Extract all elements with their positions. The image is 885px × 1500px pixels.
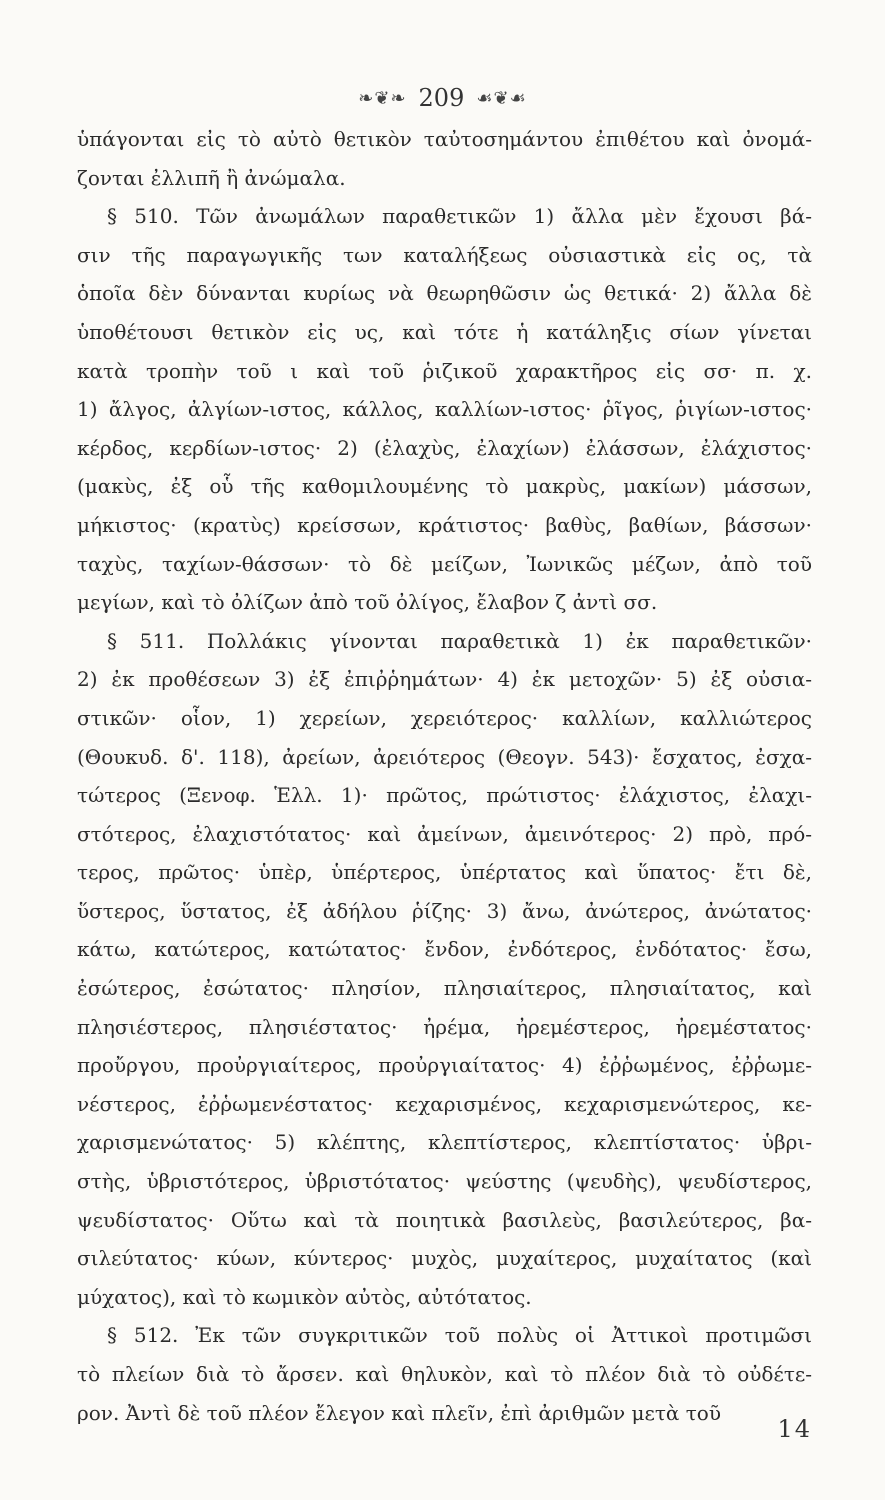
text-line: προὔργου, προὐργιαίτερος, προὐργιαίτατος· 4) ἐῤῥωμένος, ἐῤῥωμε- <box>77 1053 812 1078</box>
page-number: 209 <box>418 84 465 112</box>
text-line: 1) ἄλγος, ἀλγίων-ιστος, κάλλος, καλλίων-ιστος· ῥῖγος, ῥιγίων-ιστος· <box>77 397 812 422</box>
ornament-left: ❧❦❧ <box>358 87 407 109</box>
text-line: σιλεύτατος· κύων, κύντερος· μυχὸς, μυχαίτερος, μυχαίτατος (καὶ <box>77 1246 812 1271</box>
text-line: κάτω, κατώτερος, κατώτατος· ἔνδον, ἐνδότερος, ἐνδότατος· ἔσω, <box>77 937 812 962</box>
ornament-right: ☙❦☙ <box>476 87 527 109</box>
text-line: ψευδίστατος· Οὕτω καὶ τὰ ποιητικὰ βασιλεὺς, βασιλεύτερος, βα- <box>77 1207 812 1232</box>
text-line: μήκιστος· (κρατὺς) κρείσσων, κράτιστος· βαθὺς, βαθίων, βάσσων· <box>77 512 812 537</box>
text-line: ὁποῖα δὲν δύνανται κυρίως νὰ θεωρηθῶσιν ὡς θετικά· 2) ἄλλα δὲ <box>77 281 812 306</box>
text-line: τὸ πλείων διὰ τὸ ἄρσεν. καὶ θηλυκὸν, καὶ τὸ πλέον διὰ τὸ οὐδέτε- <box>77 1362 812 1386</box>
text-line: § 510. Τῶν ἀνωμάλων παραθετικῶν 1) ἄλλα μὲν ἔχουσι βά- <box>107 204 812 229</box>
text-line: ὑποθέτουσι θετικὸν εἰς υς, καὶ τότε ἡ κατάληξις σίων γίνεται <box>77 319 812 344</box>
text-line: τώτερος (Ξενοφ. Ἑλλ. 1)· πρῶτος, πρώτιστος· ἐλάχιστος, ἐλαχι- <box>77 783 812 808</box>
text-line: ὕστερος, ὕστατος, ἐξ ἀδήλου ῥίζης· 3) ἄνω, ἀνώτερος, ἀνώτατος· <box>77 898 812 923</box>
text-line: § 512. Ἐκ τῶν συγκριτικῶν τοῦ πολὺς οἱ Ἀττικοὶ προτιμῶσι <box>107 1323 812 1348</box>
text-line: (μακὺς, ἐξ οὗ τῆς καθομιλουμένης τὸ μακρὺς, μακίων) μάσσων, <box>77 474 812 499</box>
text-line: ἐσώτερος, ἐσώτατος· πλησίον, πλησιαίτερος, πλησιαίτατος, καὶ <box>77 976 812 1001</box>
text-line: μεγίων, καὶ τὸ ὀλίζων ἀπὸ τοῦ ὀλίγος, ἔλαβον ζ ἀντὶ σσ. <box>77 590 658 615</box>
text-line: νέστερος, ἐῤῥωμενέστατος· κεχαρισμένος, κεχαρισμενώτερος, κε- <box>77 1091 812 1116</box>
text-line: χαρισμενώτατος· 5) κλέπτης, κλεπτίστερος, κλεπτίστατος· ὑβρι- <box>77 1130 812 1155</box>
body-text <box>77 120 812 1432</box>
text-line: ζονται ἐλλιπῆ ἢ ἀνώμαλα. <box>77 165 346 190</box>
text-line: τερος, πρῶτος· ὑπὲρ, ὑπέρτερος, ὑπέρτατος καὶ ὕπατος· ἔτι δὲ, <box>77 860 812 885</box>
text-line: στότερος, ἐλαχιστότατος· καὶ ἀμείνων, ἀμεινότερος· 2) πρὸ, πρό- <box>77 821 812 846</box>
signature-mark: 14 <box>777 1415 812 1443</box>
text-line: κέρδος, κερδίων-ιστος· 2) (ἐλαχὺς, ἐλαχίων) ἐλάσσων, ἐλάχιστος· <box>77 435 812 460</box>
text-line: (Θουκυδ. δ'. 118), ἀρείων, ἀρειότερος (Θεογν. 543)· ἔσχατος, ἐσχα- <box>77 744 812 769</box>
text-line: ὑπάγονται εἰς τὸ αὐτὸ θετικὸν ταὐτοσημάντου ἐπιθέτου καὶ ὀνομά- <box>77 127 812 151</box>
text-line: κατὰ τροπὴν τοῦ ι καὶ τοῦ ῥιζικοῦ χαρακτῆρος εἰς σσ· π. χ. <box>77 358 812 383</box>
text-line: στὴς, ὑβριστότερος, ὑβριστότατος· ψεύστης (ψευδὴς), ψευδίστερος, <box>77 1169 812 1194</box>
page-header <box>0 84 885 112</box>
text-line: σιν τῆς παραγωγικῆς των καταλήξεως οὐσιαστικὰ εἰς ος, τὰ <box>77 242 812 267</box>
text-line: 2) ἐκ προθέσεων 3) ἐξ ἐπιῤῥημάτων· 4) ἐκ μετοχῶν· 5) ἐξ οὐσια- <box>77 667 812 692</box>
text-line: μύχατος), καὶ τὸ κωμικὸν αὐτὸς, αὐτότατος. <box>77 1284 532 1309</box>
text-line: πλησιέστερος, πλησιέστατος· ἠρέμα, ἠρεμέστερος, ἠρεμέστατος· <box>77 1014 812 1039</box>
text-line: στικῶν· οἷον, 1) χερείων, χερειότερος· καλλίων, καλλιώτερος <box>77 705 812 730</box>
text-line: ταχὺς, ταχίων-θάσσων· τὸ δὲ μείζων, Ἰωνικῶς μέζων, ἀπὸ τοῦ <box>77 551 812 576</box>
text-line: § 511. Πολλάκις γίνονται παραθετικὰ 1) ἐκ παραθετικῶν· <box>107 628 812 653</box>
text-line: ρον. Ἀντὶ δὲ τοῦ πλέον ἔλεγον καὶ πλεῖν, ἐπὶ ἀριθμῶν μετὰ τοῦ <box>77 1400 722 1425</box>
